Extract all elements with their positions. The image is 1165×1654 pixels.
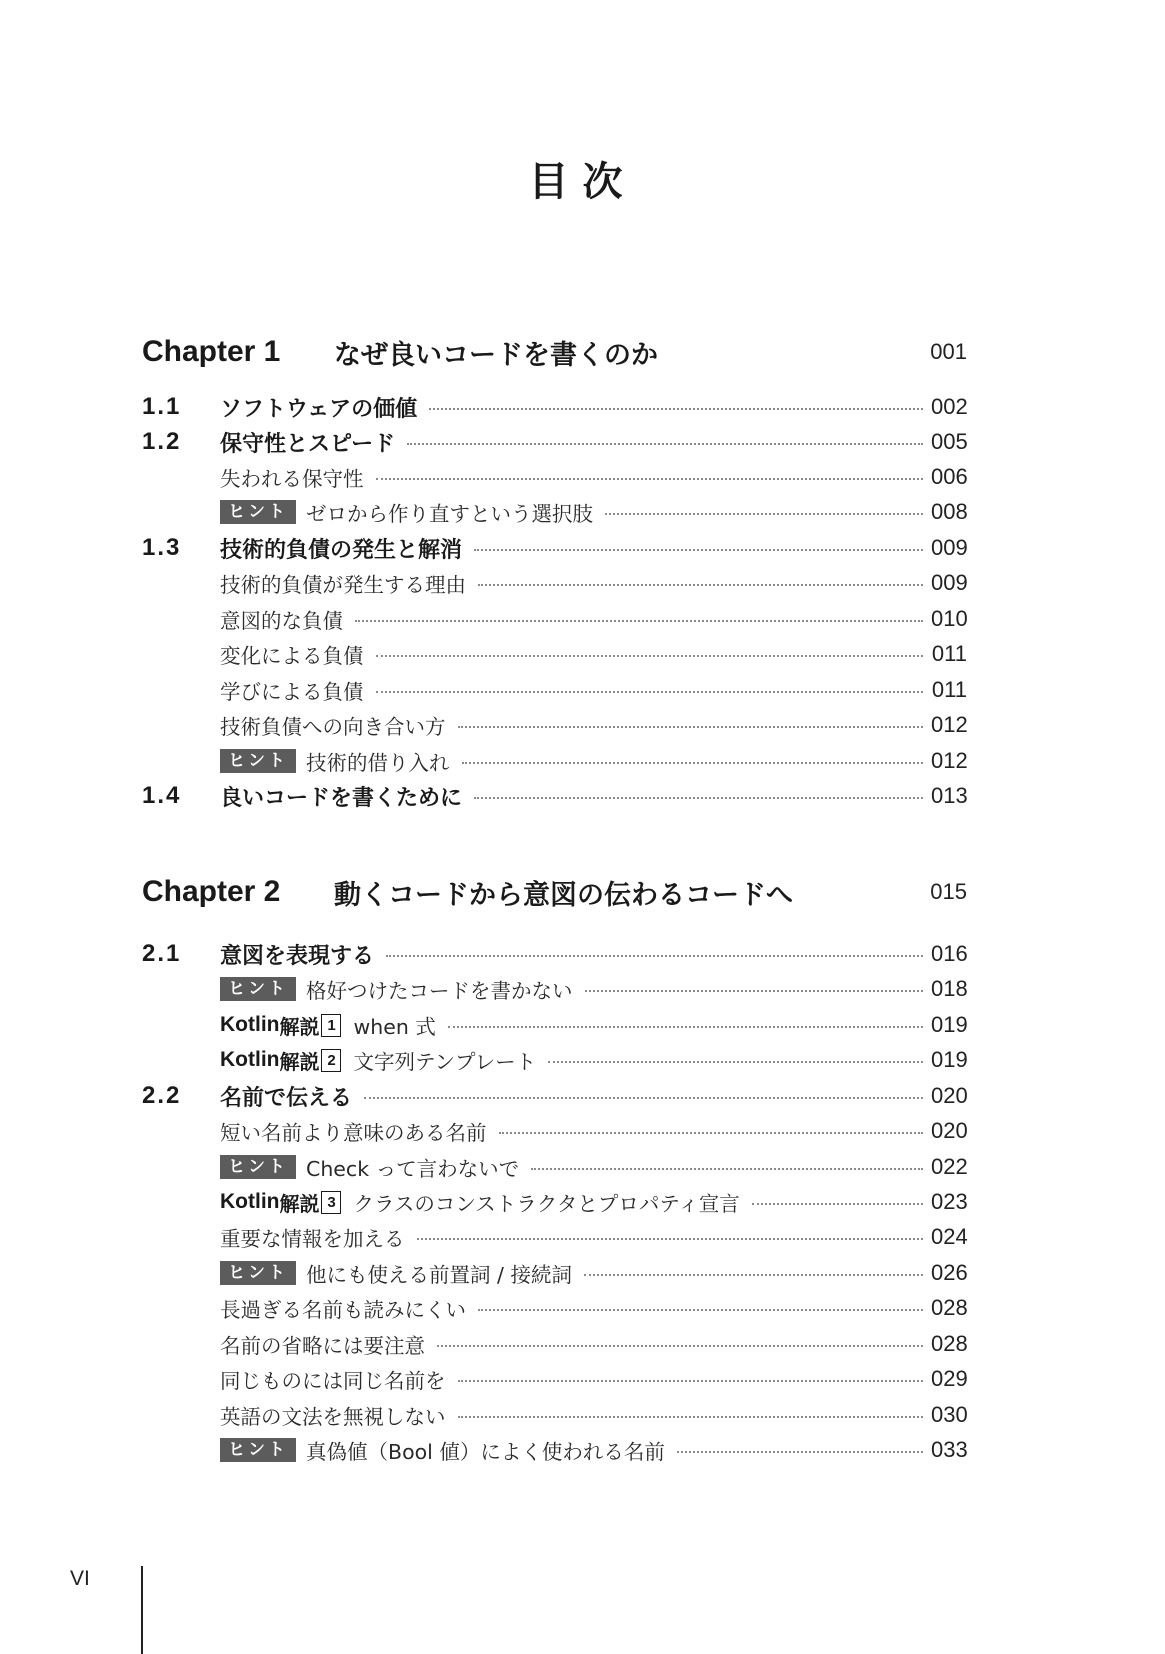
dot-leader	[448, 1026, 923, 1028]
entry-title: 重要な情報を加える	[220, 1227, 405, 1251]
page-number: 008	[931, 499, 968, 524]
kotlin-suffix: 解説	[279, 1049, 320, 1074]
hint-badge: ヒント	[220, 1438, 296, 1462]
entry-title: 技術負債への向き合い方	[220, 715, 446, 739]
dot-leader	[458, 726, 924, 728]
chapter-label: Chapter 2	[142, 875, 281, 908]
dot-leader	[462, 762, 924, 764]
page-number: 016	[931, 941, 968, 966]
toc-entry-subsection	[142, 1291, 967, 1325]
page-number: 024	[931, 1224, 968, 1249]
dot-leader	[417, 1238, 924, 1240]
dot-leader	[677, 1451, 923, 1453]
dot-leader	[364, 1097, 923, 1099]
toc-entry-section	[142, 390, 967, 424]
page-number: 019	[931, 1047, 968, 1072]
entry-title: 名前で伝える	[220, 1085, 353, 1111]
page-number: 030	[931, 1402, 968, 1427]
toc-entry-subsection	[142, 708, 967, 742]
section-number: 1.2	[142, 428, 182, 455]
toc-entry-subsection	[142, 673, 967, 707]
toc-entry-subsection	[142, 460, 967, 494]
page-number: 010	[931, 606, 968, 631]
toc-entry-subsection	[142, 1327, 967, 1361]
section-number: 1.1	[142, 393, 182, 420]
page-number: 012	[931, 712, 968, 737]
dot-leader	[407, 443, 923, 445]
entry-title: 学びによる負債	[220, 680, 364, 704]
page-number: 009	[931, 535, 968, 560]
entry-title: 長過ぎる名前も読みにくい	[220, 1298, 466, 1322]
toc-entry-hint	[142, 972, 967, 1006]
hint-badge: ヒント	[220, 1155, 296, 1179]
page-title: 目次	[528, 159, 637, 205]
dot-leader	[429, 408, 923, 410]
chapter-heading	[142, 870, 967, 914]
dot-leader	[584, 1274, 923, 1276]
entry-title: 失われる保守性	[220, 467, 364, 491]
entry-title: ソフトウェアの価値	[220, 396, 418, 422]
hint-badge: ヒント	[220, 749, 296, 773]
entry-title: 短い名前より意味のある名前	[220, 1121, 487, 1145]
page-number: 026	[931, 1260, 968, 1285]
kotlin-label: Kotlin	[220, 1190, 280, 1213]
page-number: 019	[931, 1012, 968, 1037]
dot-leader	[376, 655, 924, 657]
dot-leader	[585, 990, 924, 992]
chapter-label: Chapter 1	[142, 335, 281, 368]
entry-title: 変化による負債	[220, 644, 364, 668]
entry-title: when 式	[353, 1015, 436, 1039]
kotlin-label: Kotlin	[220, 1048, 280, 1071]
entry-title: ゼロから作り直すという選択肢	[306, 502, 593, 526]
page-number: 033	[931, 1437, 968, 1462]
toc-entry-subsection	[142, 1220, 967, 1254]
toc-entry-kotlin	[142, 1185, 967, 1219]
chapter-page-number: 001	[930, 339, 967, 364]
toc-entry-subsection	[142, 602, 967, 636]
chapter-heading	[142, 330, 967, 374]
folio-rule	[141, 1566, 143, 1654]
page-number: 005	[931, 429, 968, 454]
entry-title: 英語の文法を無視しない	[220, 1405, 446, 1429]
page-number: 028	[931, 1331, 968, 1356]
section-number: 1.3	[142, 534, 182, 561]
toc-entry-subsection	[142, 1362, 967, 1396]
kotlin-badge	[220, 1188, 341, 1217]
dot-leader	[478, 1309, 923, 1311]
entry-title: 技術的借り入れ	[306, 751, 450, 775]
toc-entry-hint	[142, 495, 967, 529]
dot-leader	[531, 1168, 923, 1170]
entry-title: 名前の省略には要注意	[220, 1334, 425, 1358]
page-number: 022	[931, 1154, 968, 1179]
kotlin-label: Kotlin	[220, 1013, 280, 1036]
kotlin-number: 3	[321, 1191, 341, 1214]
page-number: 011	[931, 677, 967, 702]
toc-entry-section	[142, 937, 967, 971]
kotlin-badge	[220, 1046, 341, 1075]
dot-leader	[548, 1061, 923, 1063]
page-number: 012	[931, 748, 968, 773]
toc-entry-hint	[142, 1256, 967, 1290]
entry-title: 良いコードを書くために	[220, 785, 463, 811]
dot-leader	[376, 478, 924, 480]
dot-leader	[605, 513, 923, 515]
entry-title: 他にも使える前置詞 / 接続詞	[306, 1263, 572, 1287]
dot-leader	[386, 955, 923, 957]
page-number: 011	[931, 641, 967, 666]
section-number: 1.4	[142, 782, 182, 809]
entry-title: 同じものには同じ名前を	[220, 1369, 446, 1393]
dot-leader	[376, 691, 924, 693]
section-number: 2.1	[142, 940, 182, 967]
dot-leader	[478, 584, 923, 586]
chapter-page-number: 015	[930, 879, 967, 904]
dot-leader	[458, 1416, 924, 1418]
dot-leader	[474, 549, 923, 551]
entry-title: 意図を表現する	[220, 943, 375, 969]
toc-entry-hint	[142, 1433, 967, 1467]
page-number: 028	[931, 1295, 968, 1320]
page-number: 029	[931, 1366, 968, 1391]
dot-leader	[355, 620, 923, 622]
entry-title: 真偽値（Bool 値）によく使われる名前	[306, 1440, 665, 1464]
page-number: 002	[931, 394, 968, 419]
kotlin-suffix: 解説	[279, 1191, 320, 1216]
dot-leader	[458, 1380, 924, 1382]
toc-entry-section	[142, 779, 967, 813]
section-number: 2.2	[142, 1082, 182, 1109]
toc-entry-subsection	[142, 1398, 967, 1432]
toc-entry-section	[142, 425, 967, 459]
page-number: 020	[931, 1083, 968, 1108]
hint-badge: ヒント	[220, 1261, 296, 1285]
toc-entry-section	[142, 1079, 967, 1113]
toc-entry-subsection	[142, 637, 967, 671]
toc-entry-kotlin	[142, 1008, 967, 1042]
folio-page-number: VI	[70, 1567, 90, 1590]
toc-entry-kotlin	[142, 1043, 967, 1077]
toc-entry-section	[142, 531, 967, 565]
toc-entry-hint	[142, 1150, 967, 1184]
toc-entry-subsection	[142, 1114, 967, 1148]
dot-leader	[752, 1203, 923, 1205]
toc-entry-hint	[142, 744, 967, 778]
entry-title: 格好つけたコードを書かない	[306, 979, 573, 1003]
kotlin-badge	[220, 1011, 341, 1040]
chapter-title: 動くコードから意図の伝わるコードへ	[334, 879, 793, 911]
page-number: 018	[931, 976, 968, 1001]
hint-badge: ヒント	[220, 977, 296, 1001]
dot-leader	[437, 1345, 923, 1347]
page-number: 006	[931, 464, 968, 489]
hint-badge: ヒント	[220, 500, 296, 524]
page-number: 020	[931, 1118, 968, 1143]
page-number: 023	[931, 1189, 968, 1214]
toc-entry-subsection	[142, 566, 967, 600]
chapter-title: なぜ良いコードを書くのか	[334, 339, 658, 371]
entry-title: Check って言わないで	[306, 1157, 520, 1181]
entry-title: 文字列テンプレート	[353, 1050, 537, 1074]
dot-leader	[499, 1132, 924, 1134]
dot-leader	[474, 797, 923, 799]
kotlin-suffix: 解説	[279, 1014, 320, 1039]
entry-title: 技術的負債が発生する理由	[220, 573, 466, 597]
kotlin-number: 1	[321, 1014, 341, 1037]
entry-title: 技術的負債の発生と解消	[220, 537, 463, 563]
kotlin-number: 2	[321, 1049, 341, 1072]
page-number: 013	[931, 783, 968, 808]
entry-title: 意図的な負債	[220, 609, 343, 633]
page-number: 009	[931, 570, 968, 595]
entry-title: クラスのコンストラクタとプロパティ宣言	[353, 1192, 740, 1216]
entry-title: 保守性とスピード	[220, 431, 396, 457]
